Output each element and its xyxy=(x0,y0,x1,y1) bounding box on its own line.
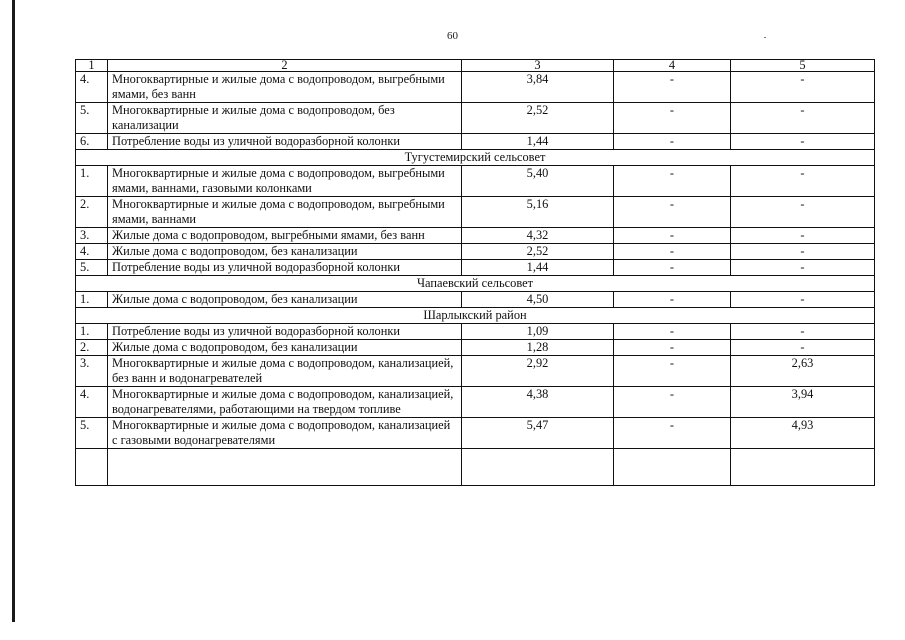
header-cell-2: 2 xyxy=(108,60,462,72)
value-col3: 1,09 xyxy=(462,324,614,340)
section-row xyxy=(76,150,875,166)
table-row xyxy=(76,260,875,276)
value-col4: - xyxy=(614,228,731,244)
scan-speck xyxy=(764,37,766,38)
value-col3: 2,52 xyxy=(462,103,614,134)
row-number: 4. xyxy=(76,72,108,103)
value-col4: - xyxy=(614,356,731,387)
blank-cell xyxy=(731,449,875,486)
value-col4: - xyxy=(614,197,731,228)
table-row xyxy=(76,166,875,197)
value-col5: 3,94 xyxy=(731,387,875,418)
blank-cell xyxy=(108,449,462,486)
value-col4: - xyxy=(614,244,731,260)
row-description: Жилые дома с водопроводом, без канализации xyxy=(108,244,462,260)
row-description: Многоквартирные и жилые дома с водопроводом, выгребными ямами, без ванн xyxy=(108,72,462,103)
header-cell-3: 3 xyxy=(462,60,614,72)
value-col4: - xyxy=(614,292,731,308)
value-col3: 2,92 xyxy=(462,356,614,387)
scan-left-edge xyxy=(12,0,15,622)
row-description: Жилые дома с водопроводом, без канализации xyxy=(108,292,462,308)
blank-cell xyxy=(76,449,108,486)
row-description: Потребление воды из уличной водоразборной колонки xyxy=(108,324,462,340)
value-col3: 5,40 xyxy=(462,166,614,197)
table-row xyxy=(76,103,875,134)
value-col4: - xyxy=(614,260,731,276)
row-description: Жилые дома с водопроводом, без канализации xyxy=(108,340,462,356)
row-description: Многоквартирные и жилые дома с водопроводом, выгребными ямами, ваннами xyxy=(108,197,462,228)
value-col5: - xyxy=(731,72,875,103)
header-row xyxy=(76,60,875,72)
value-col5: - xyxy=(731,197,875,228)
row-number: 5. xyxy=(76,418,108,449)
row-description: Потребление воды из уличной водоразборной колонки xyxy=(108,134,462,150)
row-number: 4. xyxy=(76,244,108,260)
value-col5: - xyxy=(731,260,875,276)
section-title: Тугустемирский сельсовет xyxy=(76,150,875,166)
value-col3: 1,44 xyxy=(462,134,614,150)
row-description: Многоквартирные и жилые дома с водопроводом, канализацией с газовыми водонагревателями xyxy=(108,418,462,449)
table-row xyxy=(76,387,875,418)
section-title: Шарлыкский район xyxy=(76,308,875,324)
row-number: 2. xyxy=(76,340,108,356)
row-number: 3. xyxy=(76,356,108,387)
value-col4: - xyxy=(614,72,731,103)
row-description: Многоквартирные и жилые дома с водопроводом, выгребными ямами, ваннами, газовыми колонками xyxy=(108,166,462,197)
value-col4: - xyxy=(614,340,731,356)
value-col5: - xyxy=(731,166,875,197)
blank-cell xyxy=(614,449,731,486)
blank-cell xyxy=(462,449,614,486)
value-col4: - xyxy=(614,103,731,134)
row-number: 1. xyxy=(76,166,108,197)
value-col4: - xyxy=(614,324,731,340)
row-number: 2. xyxy=(76,197,108,228)
value-col3: 4,50 xyxy=(462,292,614,308)
table-row xyxy=(76,292,875,308)
value-col3: 4,38 xyxy=(462,387,614,418)
header-cell-4: 4 xyxy=(614,60,731,72)
section-row xyxy=(76,308,875,324)
value-col5: - xyxy=(731,324,875,340)
row-description: Многоквартирные и жилые дома с водопроводом, канализацией, водонагревателями, работающими на твердом топливе xyxy=(108,387,462,418)
row-number: 1. xyxy=(76,324,108,340)
value-col3: 3,84 xyxy=(462,72,614,103)
table-row xyxy=(76,244,875,260)
row-number: 4. xyxy=(76,387,108,418)
value-col3: 5,47 xyxy=(462,418,614,449)
row-number: 6. xyxy=(76,134,108,150)
value-col4: - xyxy=(614,387,731,418)
header-cell-1: 1 xyxy=(76,60,108,72)
table-row xyxy=(76,197,875,228)
value-col3: 5,16 xyxy=(462,197,614,228)
section-row xyxy=(76,276,875,292)
table-row xyxy=(76,228,875,244)
row-description: Многоквартирные и жилые дома с водопроводом, без канализации xyxy=(108,103,462,134)
value-col5: - xyxy=(731,244,875,260)
value-col5: - xyxy=(731,292,875,308)
value-col4: - xyxy=(614,134,731,150)
value-col3: 4,32 xyxy=(462,228,614,244)
row-number: 5. xyxy=(76,260,108,276)
table-row xyxy=(76,340,875,356)
value-col3: 1,28 xyxy=(462,340,614,356)
table-row xyxy=(76,72,875,103)
page-number: 60 xyxy=(447,30,458,42)
table-row xyxy=(76,134,875,150)
row-number: 5. xyxy=(76,103,108,134)
value-col5: 4,93 xyxy=(731,418,875,449)
row-description: Жилые дома с водопроводом, выгребными ямами, без ванн xyxy=(108,228,462,244)
value-col5: - xyxy=(731,134,875,150)
value-col3: 1,44 xyxy=(462,260,614,276)
blank-row xyxy=(76,449,875,486)
header-cell-5: 5 xyxy=(731,60,875,72)
value-col3: 2,52 xyxy=(462,244,614,260)
value-col4: - xyxy=(614,418,731,449)
value-col4: - xyxy=(614,166,731,197)
row-number: 1. xyxy=(76,292,108,308)
section-title: Чапаевский сельсовет xyxy=(76,276,875,292)
row-number: 3. xyxy=(76,228,108,244)
value-col5: 2,63 xyxy=(731,356,875,387)
tariff-table xyxy=(75,59,875,486)
table-row xyxy=(76,418,875,449)
table-row xyxy=(76,356,875,387)
value-col5: - xyxy=(731,340,875,356)
table-body xyxy=(76,60,875,486)
row-description: Потребление воды из уличной водоразборной колонки xyxy=(108,260,462,276)
value-col5: - xyxy=(731,228,875,244)
row-description: Многоквартирные и жилые дома с водопроводом, канализацией, без ванн и водонагревателей xyxy=(108,356,462,387)
table-row xyxy=(76,324,875,340)
value-col5: - xyxy=(731,103,875,134)
